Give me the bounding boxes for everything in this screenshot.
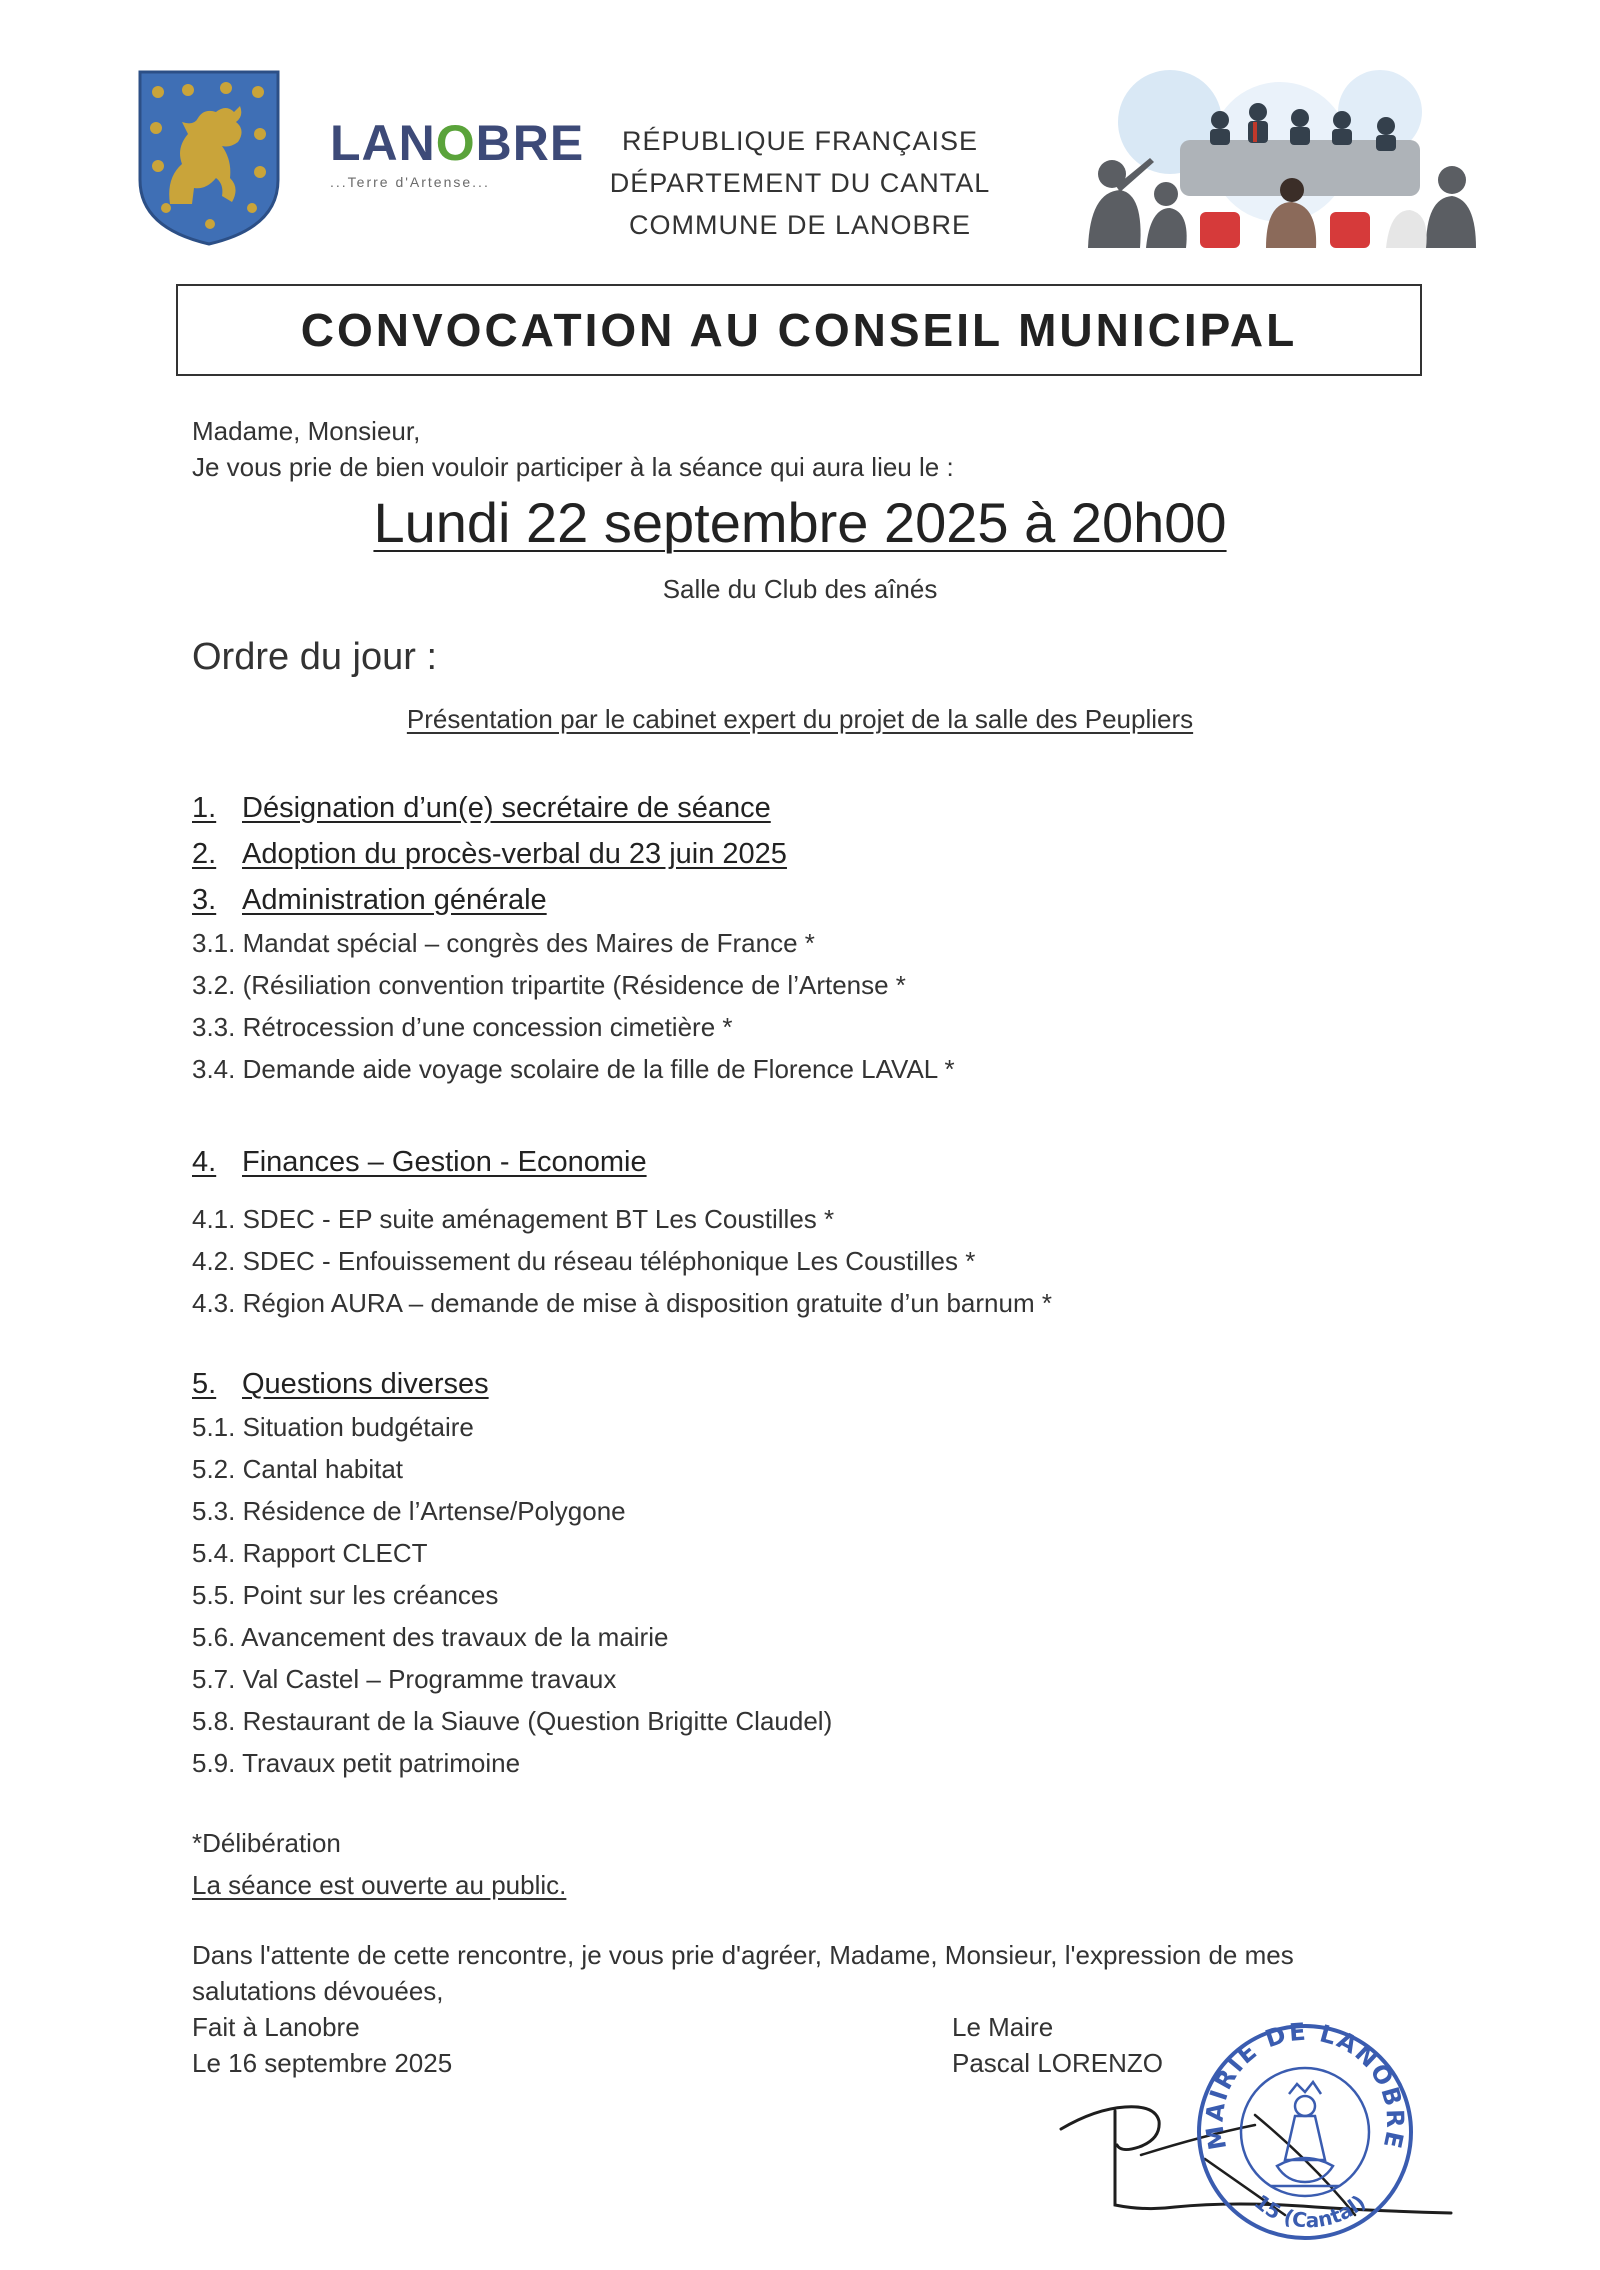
agenda-item: 3.1. Mandat spécial – congrès des Maires de France *: [192, 928, 815, 958]
signed-date: Le 16 septembre 2025: [192, 2048, 453, 2078]
agenda-presentation: Présentation par le cabinet expert du projet de la salle des Peupliers: [406, 704, 1194, 734]
gov-line-departement: DÉPARTEMENT DU CANTAL: [609, 168, 991, 198]
agenda-item: 5.2. Cantal habitat: [192, 1454, 404, 1484]
mayor-role: Le Maire: [952, 2012, 1054, 2042]
agenda-item: 5.1. Situation budgétaire: [192, 1412, 474, 1442]
agenda-item: 3.2. (Résiliation convention tripartite (Résidence de l’Artense *: [192, 970, 906, 1000]
agenda-item: 5.3. Résidence de l’Artense/Polygone: [192, 1496, 626, 1526]
agenda-heading: Ordre du jour :: [192, 636, 437, 678]
agenda-item: 3.3. Rétrocession d’une concession cimetière *: [192, 1012, 733, 1042]
agenda-item: 4.3. Région AURA – demande de mise à disposition gratuite d’un barnum *: [192, 1288, 1052, 1318]
meeting-date: Lundi 22 septembre 2025 à 20h00: [373, 491, 1227, 554]
agenda-item: 4.2. SDEC - Enfouissement du réseau téléphonique Les Coustilles *: [192, 1246, 976, 1276]
gov-line-commune: COMMUNE DE LANOBRE: [628, 210, 972, 240]
agenda-section: 5. Questions diverses: [192, 1368, 489, 1400]
intro-line: Je vous prie de bien vouloir participer à la séance qui aura lieu le :: [192, 452, 954, 482]
public-session-note: La séance est ouverte au public.: [192, 1870, 567, 1900]
logo-tagline: ...Terre d'Artense...: [330, 174, 490, 190]
closing-line-2: salutations dévouées,: [192, 1976, 444, 2006]
agenda-item: 5.9. Travaux petit patrimoine: [192, 1748, 521, 1778]
signed-place: Fait à Lanobre: [192, 2012, 360, 2042]
government-header: [600, 120, 1000, 246]
agenda-item: 5.6. Avancement des travaux de la mairie: [192, 1622, 669, 1652]
document-title: CONVOCATION AU CONSEIL MUNICIPAL: [300, 304, 1298, 356]
agenda-section: 2. Adoption du procès-verbal du 23 juin 2025: [192, 838, 787, 870]
agenda-item: 5.8. Restaurant de la Siauve (Question Brigitte Claudel): [192, 1706, 833, 1736]
mairie-stamp: [1185, 2010, 1425, 2250]
logo-brand: LANOBRE: [330, 115, 585, 171]
agenda-item: 5.4. Rapport CLECT: [192, 1538, 428, 1568]
salutation: Madame, Monsieur,: [192, 416, 421, 446]
agenda-item: 5.7. Val Castel – Programme travaux: [192, 1664, 617, 1694]
agenda-item: 4.1. SDEC - EP suite aménagement BT Les Coustilles *: [192, 1204, 835, 1234]
council-meeting-illustration: [1080, 62, 1480, 252]
coat-of-arms-logo: [136, 68, 282, 246]
closing-line-1: Dans l'attente de cette rencontre, je vous prie d'agréer, Madame, Monsieur, l'expression de mes: [192, 1940, 1294, 1970]
agenda-item: 5.5. Point sur les créances: [192, 1580, 499, 1610]
agenda-section: 1. Désignation d’un(e) secrétaire de séance: [192, 792, 771, 824]
meeting-place: Salle du Club des aînés: [662, 574, 938, 604]
agenda-section: 4. Finances – Gestion - Economie: [192, 1146, 647, 1178]
document-title-box: [176, 284, 1422, 376]
svg-text:MAIRIE DE LANOBRE: MAIRIE DE LANOBRE: [1200, 2017, 1410, 2153]
agenda-section: 3. Administration générale: [192, 884, 547, 916]
deliberation-note: *Délibération: [192, 1828, 341, 1858]
lanobre-logo: [330, 115, 585, 198]
svg-text:15 (Cantal): 15 (Cantal): [1249, 2189, 1371, 2233]
agenda-item: 3.4. Demande aide voyage scolaire de la fille de Florence LAVAL *: [192, 1054, 955, 1084]
gov-line-republique: RÉPUBLIQUE FRANÇAISE: [621, 126, 979, 156]
mayor-name: Pascal LORENZO: [952, 2048, 1163, 2078]
